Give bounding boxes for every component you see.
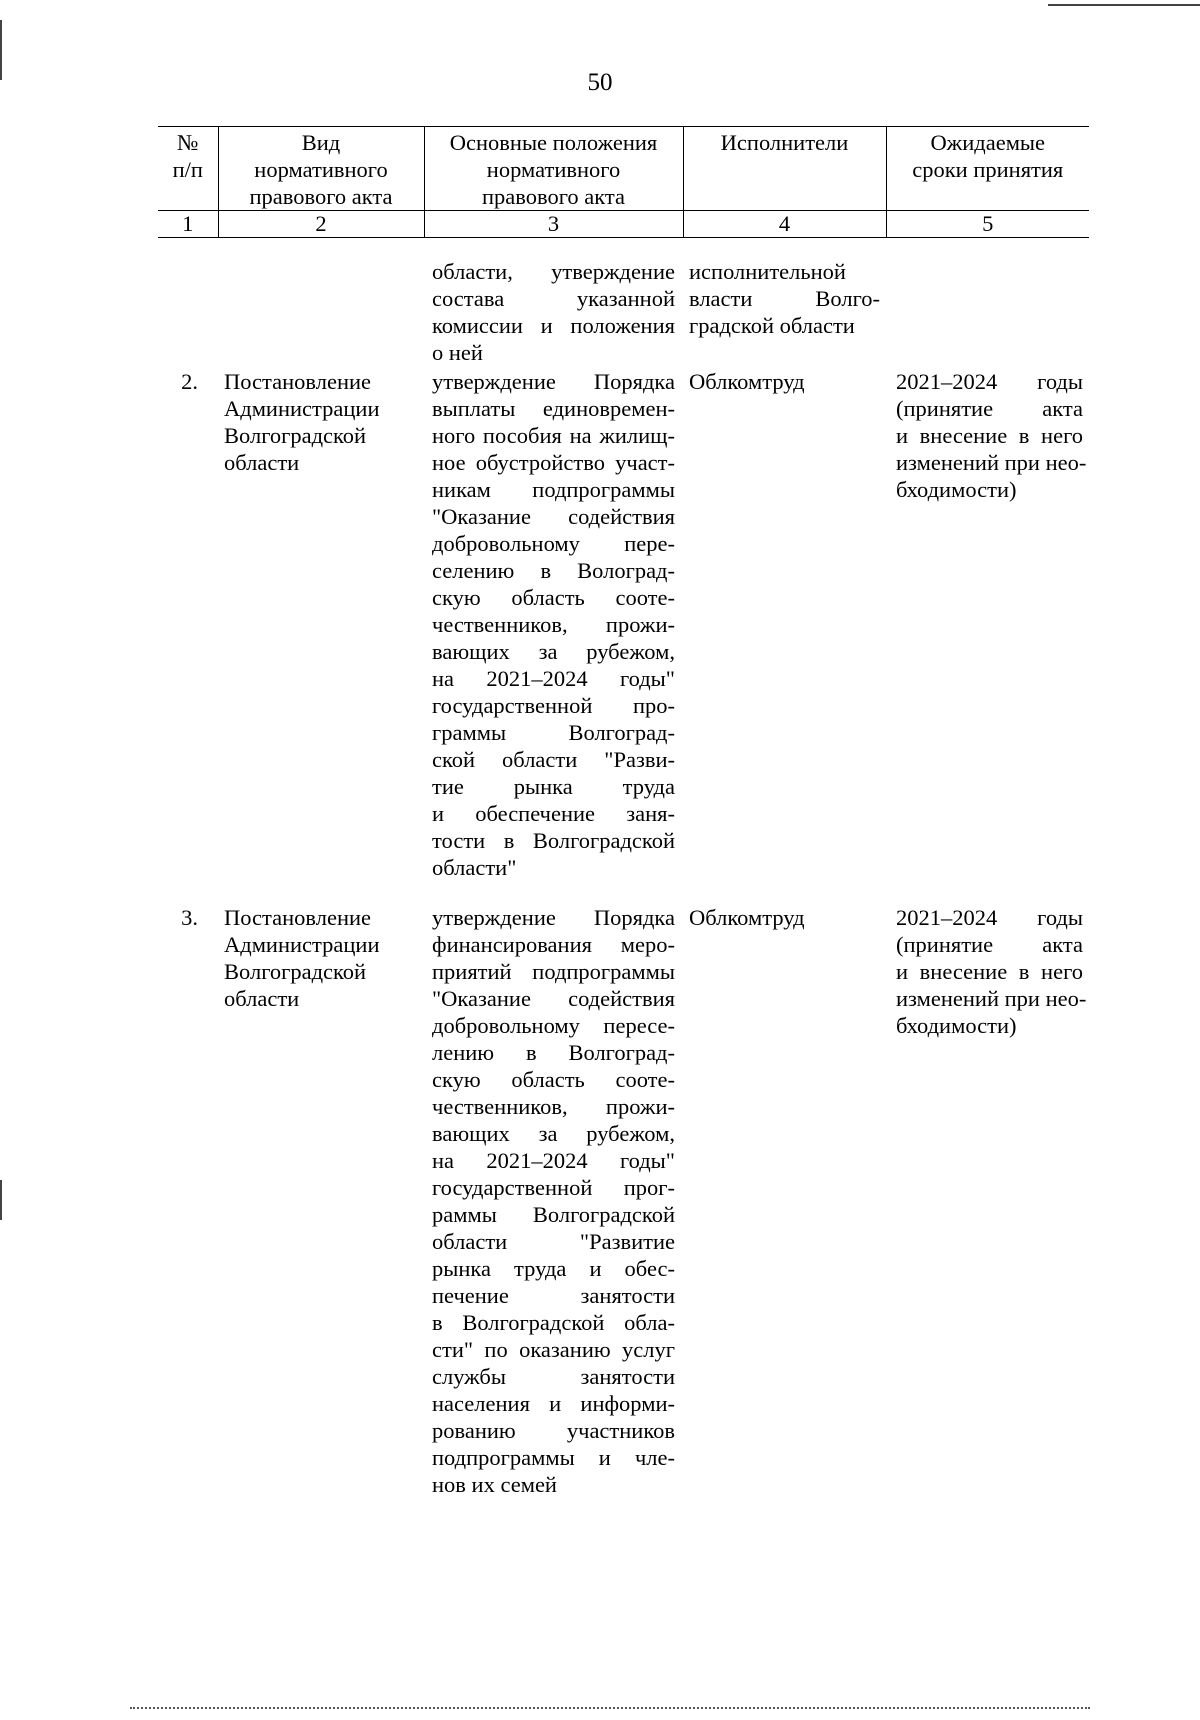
cell-line: изменений при нео-	[896, 450, 1087, 475]
cell-line: службы занятости	[432, 1364, 675, 1389]
cell-line: "Оказание содействия	[432, 504, 675, 529]
header-terms	[886, 127, 1089, 211]
cell-line: Администрации	[224, 396, 380, 421]
cell-line: подпрограммы и чле-	[432, 1445, 675, 1470]
cell-line: населения и информи-	[432, 1391, 675, 1416]
cell-line: Волгоградской	[224, 959, 367, 984]
cell-line: тие рынка труда	[432, 774, 675, 799]
terms-cell	[886, 368, 1089, 904]
cell-line: области"	[432, 855, 517, 880]
table-row	[158, 238, 1089, 369]
cell-line: ного пособия на жилищ-	[432, 423, 675, 448]
row-number	[158, 238, 218, 369]
act-type-cell	[218, 904, 424, 1498]
cell-line: градской области	[689, 313, 855, 338]
header-line: Исполнители	[720, 130, 849, 155]
column-number: 2	[218, 211, 424, 238]
cell-line: тости в Волгоградской	[432, 828, 675, 853]
cell-line: 2021–2024 годы	[896, 905, 1083, 930]
cell-line: выплаты единовремен-	[432, 396, 675, 421]
cell-line: на 2021–2024 годы"	[432, 666, 675, 691]
header-line: правового акта	[482, 184, 625, 209]
cell-line: финансирования меро-	[432, 932, 675, 957]
table-row	[158, 904, 1089, 1498]
cell-line: утверждение Порядка	[432, 905, 675, 930]
cell-line: государственной прог-	[432, 1175, 675, 1200]
cell-line: вающих за рубежом,	[432, 1121, 675, 1146]
scan-artifact-left-mark	[0, 1180, 2, 1220]
cell-line: изменений при нео-	[896, 986, 1087, 1011]
cell-line: добровольному пересе-	[432, 1013, 675, 1038]
terms-cell	[886, 904, 1089, 1498]
cell-line: в Волгоградской обла-	[432, 1310, 675, 1335]
cell-line: Постановление	[224, 905, 372, 930]
cell-line: нов их семей	[432, 1472, 557, 1497]
header-line: нормативного	[254, 157, 388, 182]
cell-line: бходимости)	[896, 1013, 1017, 1038]
cell-line: (принятие акта	[896, 932, 1083, 957]
header-line: Основные положения	[449, 130, 658, 155]
table-header-row	[158, 127, 1089, 211]
cell-line: скую область соотe-	[432, 585, 675, 610]
header-line: нормативного	[486, 157, 621, 182]
cell-line: 2021–2024 годы	[896, 369, 1083, 394]
column-number: 3	[424, 211, 683, 238]
cell-line: рынка труда и обес-	[432, 1256, 675, 1281]
header-line: №	[177, 130, 199, 155]
cell-line: области	[224, 450, 300, 475]
cell-line: рованию участников	[432, 1418, 675, 1443]
cell-line: вающих за рубежом,	[432, 639, 675, 664]
cell-line: исполнительной	[689, 259, 846, 284]
cell-line: Облкомтруд	[689, 905, 805, 930]
cell-line: и внесение в него	[896, 959, 1083, 984]
cell-line: чественников, прожи-	[432, 1094, 675, 1119]
cell-line: лению в Волгоград-	[432, 1040, 675, 1065]
cell-line: чественников, прожи-	[432, 612, 675, 637]
cell-line: на 2021–2024 годы"	[432, 1148, 675, 1173]
cell-line: о ней	[432, 340, 483, 365]
cell-line: и обеспечение заня-	[432, 801, 675, 826]
table-row	[158, 368, 1089, 904]
scan-artifact-bottom-dots	[130, 1707, 1090, 1709]
act-type-cell	[218, 238, 424, 369]
header-executors	[683, 127, 886, 211]
cell-line: Администрации	[224, 932, 380, 957]
cell-line: сти" по оказанию услуг	[432, 1337, 675, 1362]
header-line: правового акта	[249, 184, 393, 209]
cell-line: раммы Волгоградской	[432, 1202, 675, 1227]
header-line: сроки принятия	[912, 157, 1064, 182]
column-number: 5	[886, 211, 1089, 238]
normative-acts-table	[158, 126, 1089, 1498]
cell-line: бходимости)	[896, 477, 1017, 502]
executors-cell	[683, 238, 886, 369]
cell-line: ской области "Разви-	[432, 747, 675, 772]
terms-cell	[886, 238, 1089, 369]
cell-line: ное обустройство участ-	[432, 450, 675, 475]
cell-line: Облкомтруд	[689, 369, 805, 394]
cell-line: никам подпрограммы	[432, 477, 675, 502]
act-type-cell	[218, 368, 424, 904]
provisions-cell	[424, 238, 683, 369]
cell-line: области, утверждение	[432, 259, 675, 284]
cell-line: области "Развитие	[432, 1229, 675, 1254]
cell-line: и внесение в него	[896, 423, 1083, 448]
column-number-row	[158, 211, 1089, 238]
header-act-type	[218, 127, 424, 211]
page-number: 50	[587, 69, 613, 96]
header-line: Ожидаемые	[930, 130, 1046, 155]
cell-line: состава указанной	[432, 286, 675, 311]
cell-line: печение занятости	[432, 1283, 675, 1308]
cell-line: "Оказание содействия	[432, 986, 675, 1011]
cell-line: комиссии и положения	[432, 313, 675, 338]
cell-line: государственной про-	[432, 693, 675, 718]
header-provisions	[424, 127, 683, 211]
cell-line: утверждение Порядка	[432, 369, 675, 394]
cell-line: добровольному пере-	[432, 531, 675, 556]
cell-line: Постановление	[224, 369, 372, 394]
cell-line: (принятие акта	[896, 396, 1083, 421]
cell-line: области	[224, 986, 300, 1011]
cell-line: Волгоградской	[224, 423, 367, 448]
executors-cell	[683, 368, 886, 904]
scan-artifact-top-line	[1048, 4, 1200, 6]
cell-line: скую область соотe-	[432, 1067, 675, 1092]
row-number: 3.	[181, 905, 198, 930]
provisions-cell	[424, 368, 683, 904]
header-number	[158, 127, 218, 211]
provisions-cell	[424, 904, 683, 1498]
column-number: 4	[683, 211, 886, 238]
header-line: п/п	[172, 157, 203, 182]
column-number: 1	[158, 211, 218, 238]
cell-line: граммы Волгоград-	[432, 720, 675, 745]
executors-cell	[683, 904, 886, 1498]
row-number: 2.	[181, 369, 198, 394]
header-line: Вид	[301, 130, 341, 155]
cell-line: власти Волго-	[689, 286, 880, 311]
cell-line: селению в Волоград-	[432, 558, 675, 583]
cell-line: приятий подпрограммы	[432, 959, 675, 984]
